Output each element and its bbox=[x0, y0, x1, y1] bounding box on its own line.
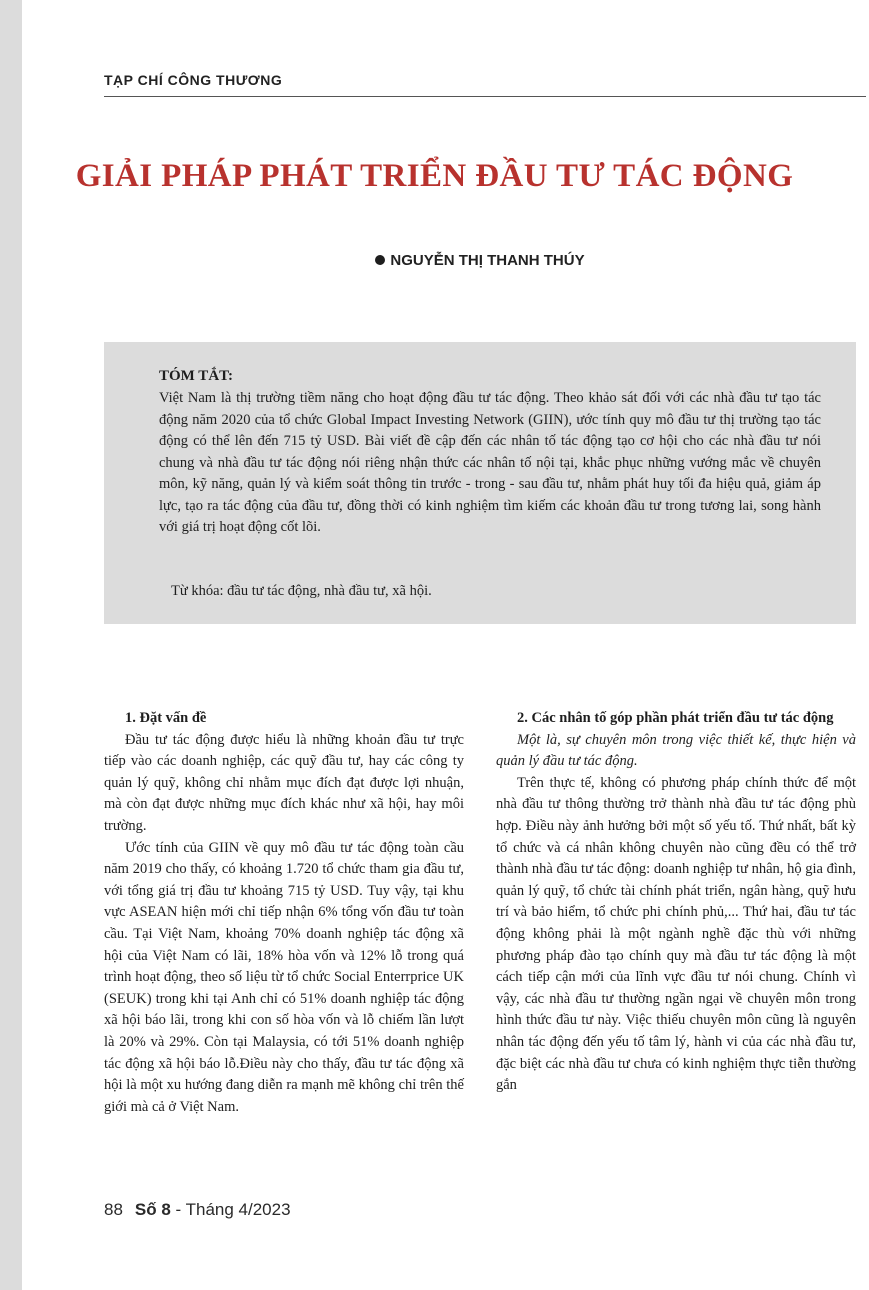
abstract-keywords: Từ khóa: đầu tư tác động, nhà đầu tư, xã hội. bbox=[171, 583, 432, 599]
page-footer bbox=[104, 1200, 291, 1220]
abstract-paragraph: Việt Nam là thị trường tiềm năng cho hoạt động đầu tư tác động. Theo khảo sát đối với các nhà đầu tư tạo tác động năm 2020 của tổ chức Global Impact Investing Network (GIIN), ước tính quy mô đầu tư thị trường tạo tác động có thể lên đến 715 tỷ USD. Bài viết đề cập đến các nhân tố tác động tạo cơ hội cho các nhà đầu tư nói chung và nhà đầu tư tác động nói riêng nhận thức các nhân tố nội tại, khắc phục những vướng mắc về chuyên môn, kỹ năng, quản lý và kiểm soát thông tin trước - trong - sau đầu tư, nhằm phát huy tối đa hiệu quả, giảm áp lực, tạo ra tác động của đầu tư, đồng thời có kinh nghiệm tìm kiếm các khoản đầu tư trong tương lai, song hành với giá trị hoạt động cốt lõi. bbox=[159, 390, 821, 535]
author-line bbox=[0, 252, 869, 269]
column-left bbox=[104, 708, 464, 1118]
section-1-heading: 1. Đặt vấn đề bbox=[125, 710, 207, 726]
journal-name: TẠP CHÍ CÔNG THƯƠNG bbox=[104, 72, 283, 88]
page-number: 88 bbox=[104, 1200, 123, 1219]
author-name: NGUYỄN THỊ THANH THÚY bbox=[390, 252, 585, 269]
abstract-body bbox=[159, 388, 821, 539]
column-right bbox=[496, 708, 856, 1097]
section-2-paragraph-1: Trên thực tế, không có phương pháp chính thức để một nhà đầu tư thông thường trở thành nhà đầu tư tác động phù hợp. Điều này ảnh hưởng bởi một số yếu tố. Thứ nhất, bất kỳ tổ chức và cá nhân không chuyên nào cũng đều có thể trở thành nhà đầu tư tác động: doanh nghiệp tư nhân, hộ gia đình, quản lý quỹ, tổ chức tài chính phát triển, ngân hàng, quỹ hưu trí và bảo hiểm, tổ chức phi chính phủ,... Thứ hai, đầu tư tác động không phải là một ngành nghề đặc thù với những phương pháp đào tạo chính quy mà đầu tư tác động là một cách tiếp cận mới của lĩnh vực đầu tư nói chung. Chính vì vậy, các nhà đầu tư thường ngần ngại về chuyên môn trong hình thức đầu tư này. Việc thiếu chuyên môn cũng là nguyên nhân tác động đến yếu tố tâm lý, hành vi của các nhà đầu tư, đặc biệt các nhà đầu tư chưa có kinh nghiệm thực tiễn thường gắn bbox=[496, 774, 856, 1094]
section-2-italic-lead: Một là, sự chuyên môn trong việc thiết kế, thực hiện và quản lý đầu tư tác động. bbox=[496, 731, 856, 770]
issue-number: Số 8 bbox=[134, 1200, 171, 1219]
section-1-paragraph-1: Đầu tư tác động được hiểu là những khoản đầu tư trực tiếp vào các doanh nghiệp, các quỹ đầu tư, hay các công ty quản lý quỹ, không chỉ nhằm mục đích đạt được lợi nhuận, mà còn đạt được những mục đích khác như xã hội, hay môi trường. bbox=[104, 731, 464, 834]
issue-date: - Tháng 4/2023 bbox=[170, 1200, 291, 1219]
article-title: GIẢI PHÁP PHÁT TRIỂN ĐẦU TƯ TÁC ĐỘNG bbox=[75, 158, 794, 194]
section-1-paragraph-2: Ước tính của GIIN về quy mô đầu tư tác động toàn cầu năm 2019 cho thấy, có khoảng 1.720 tổ chức tham gia đầu tư, với tổng giá trị đầu tư khoảng 715 tỷ USD. Tuy vậy, tại khu vực ASEAN hiện mới chỉ tiếp nhận 6% tổng vốn đầu tư toàn cầu. Tại Việt Nam, khoảng 70% doanh nghiệp tác động xã hội của Việt Nam có lãi, 18% hòa vốn và 12% lỗ trong quá trình hoạt động, theo số liệu từ tổ chức Social Enterrprice UK (SEUK) trong khi tại Anh chỉ có 51% doanh nghiệp tác động xã hội báo lãi, trong khi con số hòa vốn và lỗ chiếm lần lượt là 20% và 29%. Còn tại Malaysia, có tới 51% doanh nghiệp tác động xã hội báo lỗ.Điều này cho thấy, đầu tư tác động xã hội là một xu hướng đang diễn ra mạnh mẽ không chỉ trên thế giới mà cả ở Việt Nam. bbox=[104, 839, 464, 1115]
abstract-heading: TÓM TẮT: bbox=[159, 368, 234, 384]
header-rule bbox=[104, 96, 866, 97]
bullet-icon bbox=[375, 255, 385, 265]
section-2-heading: 2. Các nhân tố góp phần phát triển đầu tư tác động bbox=[517, 710, 834, 726]
